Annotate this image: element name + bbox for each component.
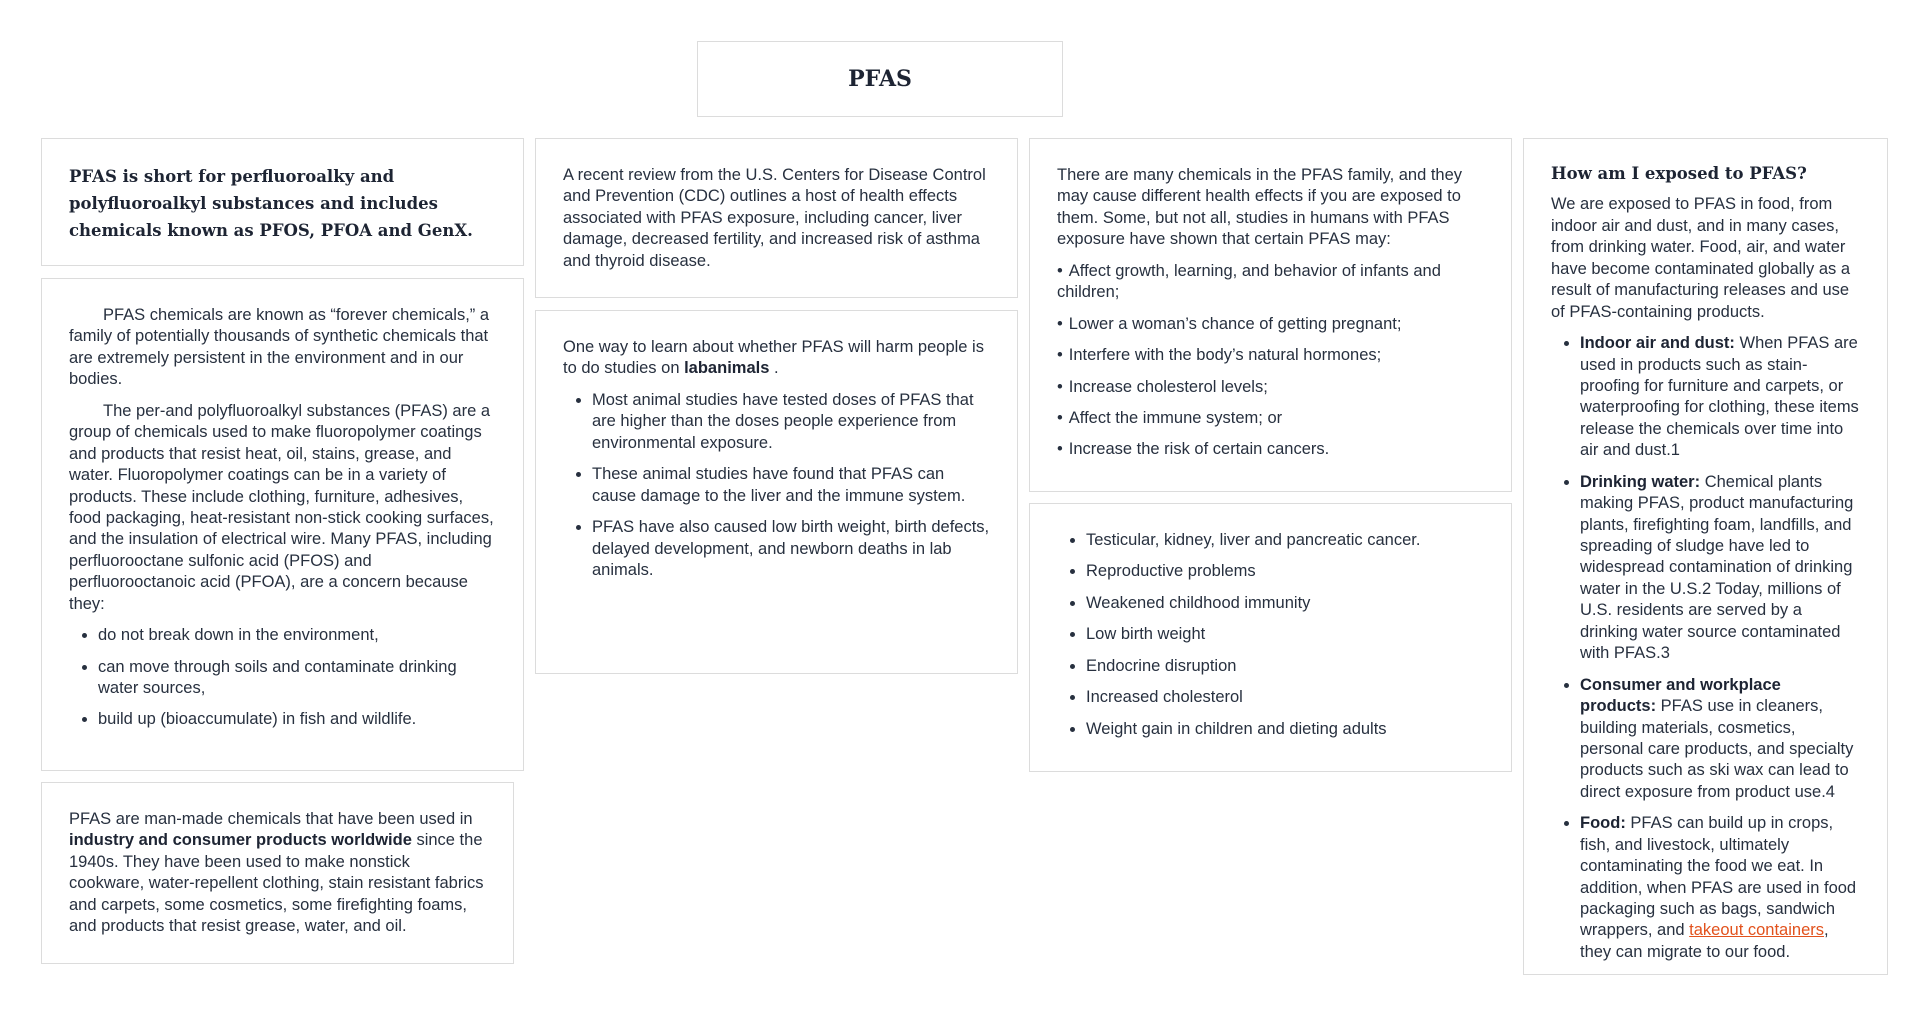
animal-studies-list (563, 390, 990, 582)
list-item: • Most animal studies have tested doses of PFAS that are higher than the doses people experience from environmental exposure. (592, 390, 990, 454)
animal-studies-card (535, 310, 1018, 674)
cdc-review-card (535, 138, 1018, 298)
man-made-text: PFAS are man-made chemicals that have been used in industry and consumer products worldwide since the 1940s. They have been used to make nonstick cookware, water-repellent clothing, stain resistant fabrics and carpets, some cosmetics, some firefighting foams, and products that resist grease, water, and oil. (69, 810, 484, 936)
list-item: • Weight gain in children and dieting adults (1086, 719, 1484, 740)
list-item: • Increase cholesterol levels; (1057, 377, 1484, 398)
list-item: • Weakened childhood immunity (1086, 593, 1484, 614)
list-item: • Increase the risk of certain cancers. (1057, 439, 1484, 460)
health-effects-intro: There are many chemicals in the PFAS family, and they may cause different health effects if you are exposed to them. Some, but not all, studies in humans with PFAS exposure have shown that certain PFAS may: (1057, 166, 1463, 249)
health-conditions-list (1057, 530, 1484, 740)
concern-list (69, 625, 496, 731)
definition-text: PFAS is short for perfluoroalky and polyfluoroalkyl substances and includes chemicals known as PFOS, PFOA and GenX. (69, 167, 473, 241)
list-item: • can move through soils and contaminate drinking water sources, (98, 657, 496, 700)
list-item: • do not break down in the environment, (98, 625, 496, 646)
page-title: PFAS (848, 65, 912, 92)
list-item: • Increased cholesterol (1086, 687, 1484, 708)
definition-card (41, 138, 524, 266)
exposure-item-food: • Food: PFAS can build up in crops, fish, and livestock, ultimately contaminating the food we eat. In addition, when PFAS are used in food packaging such as bags, sandwich wrappers, and takeout containers, they can migrate to our food. (1580, 813, 1860, 963)
health-effects-list (1057, 261, 1484, 461)
list-item: • Interfere with the body’s natural hormones; (1057, 345, 1484, 366)
list-item: • Lower a woman’s chance of getting pregnant; (1057, 314, 1484, 335)
list-item: • build up (bioaccumulate) in fish and wildlife. (98, 709, 496, 730)
health-conditions-card (1029, 503, 1512, 772)
health-effects-card (1029, 138, 1512, 492)
list-item: • Reproductive problems (1086, 561, 1484, 582)
list-item: • Testicular, kidney, liver and pancreatic cancer. (1086, 530, 1484, 551)
takeout-containers-link[interactable]: takeout containers (1689, 921, 1824, 940)
exposure-item-indoor-air: • Indoor air and dust: When PFAS are used in products such as stain-proofing for furniture and carpets, or waterproofing for clothing, these items release the chemicals over time into air and dust.1 (1580, 333, 1860, 462)
forever-para-2: The per-and polyfluoroalkyl substances (PFAS) are a group of chemicals used to make fluoropolymer coatings and products that resist heat, oil, stains, grease, and water. Fluoropolymer coatings can be in a variety of products. These include clothing, furniture, adhesives, food packaging, heat-resistant non-stick cooking surfaces, and the insulation of electrical wire. Many PFAS, including perfluorooctane sulfonic acid (PFOS) and perfluorooctanoic acid (PFOA), are a concern because they: (69, 401, 494, 613)
exposure-item-consumer-products: • Consumer and workplace products: PFAS use in cleaners, building materials, cosmetics, personal care products, and specialty products such as ski wax can lead to direct exposure from product use.4 (1580, 675, 1860, 804)
list-item: • Affect growth, learning, and behavior of infants and children; (1057, 261, 1484, 304)
list-item: • PFAS have also caused low birth weight, birth defects, delayed development, and newborn deaths in lab animals. (592, 517, 990, 581)
forever-para-1: PFAS chemicals are known as “forever chemicals,” a family of potentially thousands of synthetic chemicals that are extremely persistent in the environment and in our bodies. (69, 306, 490, 389)
list-item: • These animal studies have found that PFAS can cause damage to the liver and the immune system. (592, 464, 990, 507)
lab-animals-bold: labanimals (684, 359, 770, 378)
title-box (697, 41, 1063, 117)
exposure-intro: We are exposed to PFAS in food, from indoor air and dust, and in many cases, from drinking water. Food, air, and water have become contaminated globally as a result of manufacturing releases and use of PFAS-containing products. (1551, 195, 1851, 321)
list-item: • Endocrine disruption (1086, 656, 1484, 677)
exposure-item-drinking-water: • Drinking water: Chemical plants making PFAS, product manufacturing plants, firefighting foam, landfills, and spreading of sludge have led to widespread contamination of drinking water in the U.S.2 Today, millions of U.S. residents are served by a drinking water source contaminated with PFAS.3 (1580, 472, 1860, 665)
forever-chemicals-card (41, 278, 524, 771)
man-made-card (41, 782, 514, 964)
exposure-heading: How am I exposed to PFAS? (1551, 164, 1807, 183)
man-made-bold: industry and consumer products worldwide (69, 831, 412, 850)
exposure-card (1523, 138, 1888, 975)
list-item: • Affect the immune system; or (1057, 408, 1484, 429)
list-item: • Low birth weight (1086, 624, 1484, 645)
exposure-list (1551, 333, 1860, 963)
cdc-review-text: A recent review from the U.S. Centers for Disease Control and Prevention (CDC) outlines a host of health effects associated with PFAS exposure, including cancer, liver damage, decreased fertility, and increased risk of asthma and thyroid disease. (563, 166, 986, 270)
animal-studies-intro: One way to learn about whether PFAS will harm people is to do studies on labanimals . (563, 338, 984, 378)
